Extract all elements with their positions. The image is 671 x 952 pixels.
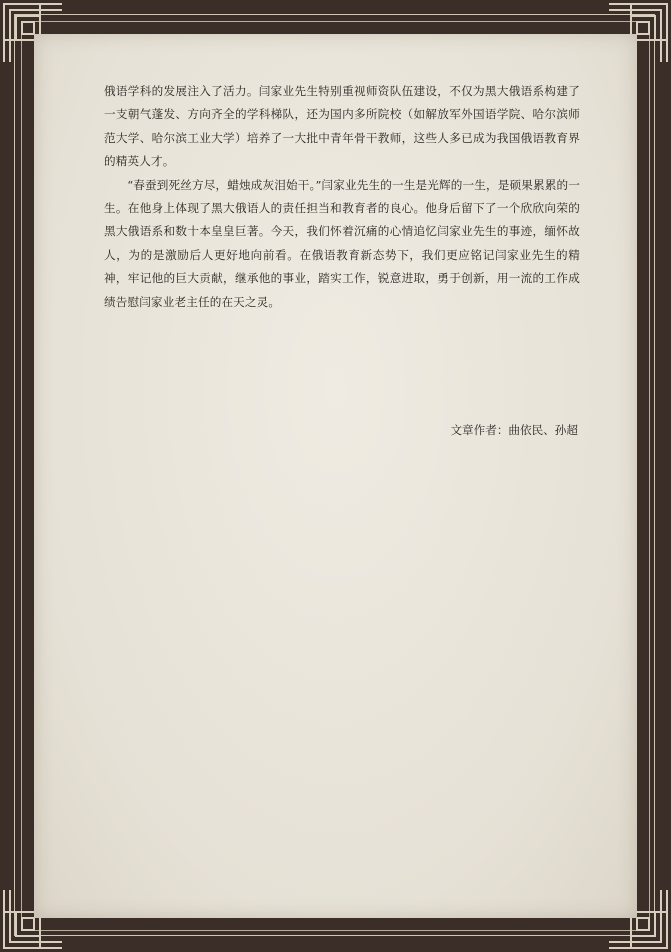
author-line: 文章作者：曲依民、孙超: [450, 423, 578, 437]
paragraph: “春蚕到死丝方尽，蜡烛成灰泪始干。”闫家业先生的一生是光辉的一生，是硕果累累的一生。在他身上体现了黑大俄语人的责任担当和教育者的良心。他身后留下了一个欣欣向荣的黑大俄语系和数十本皇皇巨著。今天，我们怀着沉痛的心情追忆闫家业先生的事迹，缅怀故人，为的是激励后人更好地向前看。在俄语教育新态势下，我们更应铭记闫家业先生的精神，牢记他的巨大贡献，继承他的事业，踏实工作，锐意进取，勇于创新，用一流的工作成绩告慰闫家业老主任的在天之灵。: [104, 177, 580, 309]
paragraph: 俄语学科的发展注入了活力。闫家业先生特别重视师资队伍建设，不仅为黑大俄语系构建了一支朝气蓬发、方向齐全的学科梯队，还为国内多所院校（如解放军外国语学院、哈尔滨师范大学、哈尔滨工业大学）培养了一大批中青年骨干教师，这些人多已成为我国俄语教育界的精英人才。: [104, 84, 580, 169]
article-body: [104, 80, 580, 314]
